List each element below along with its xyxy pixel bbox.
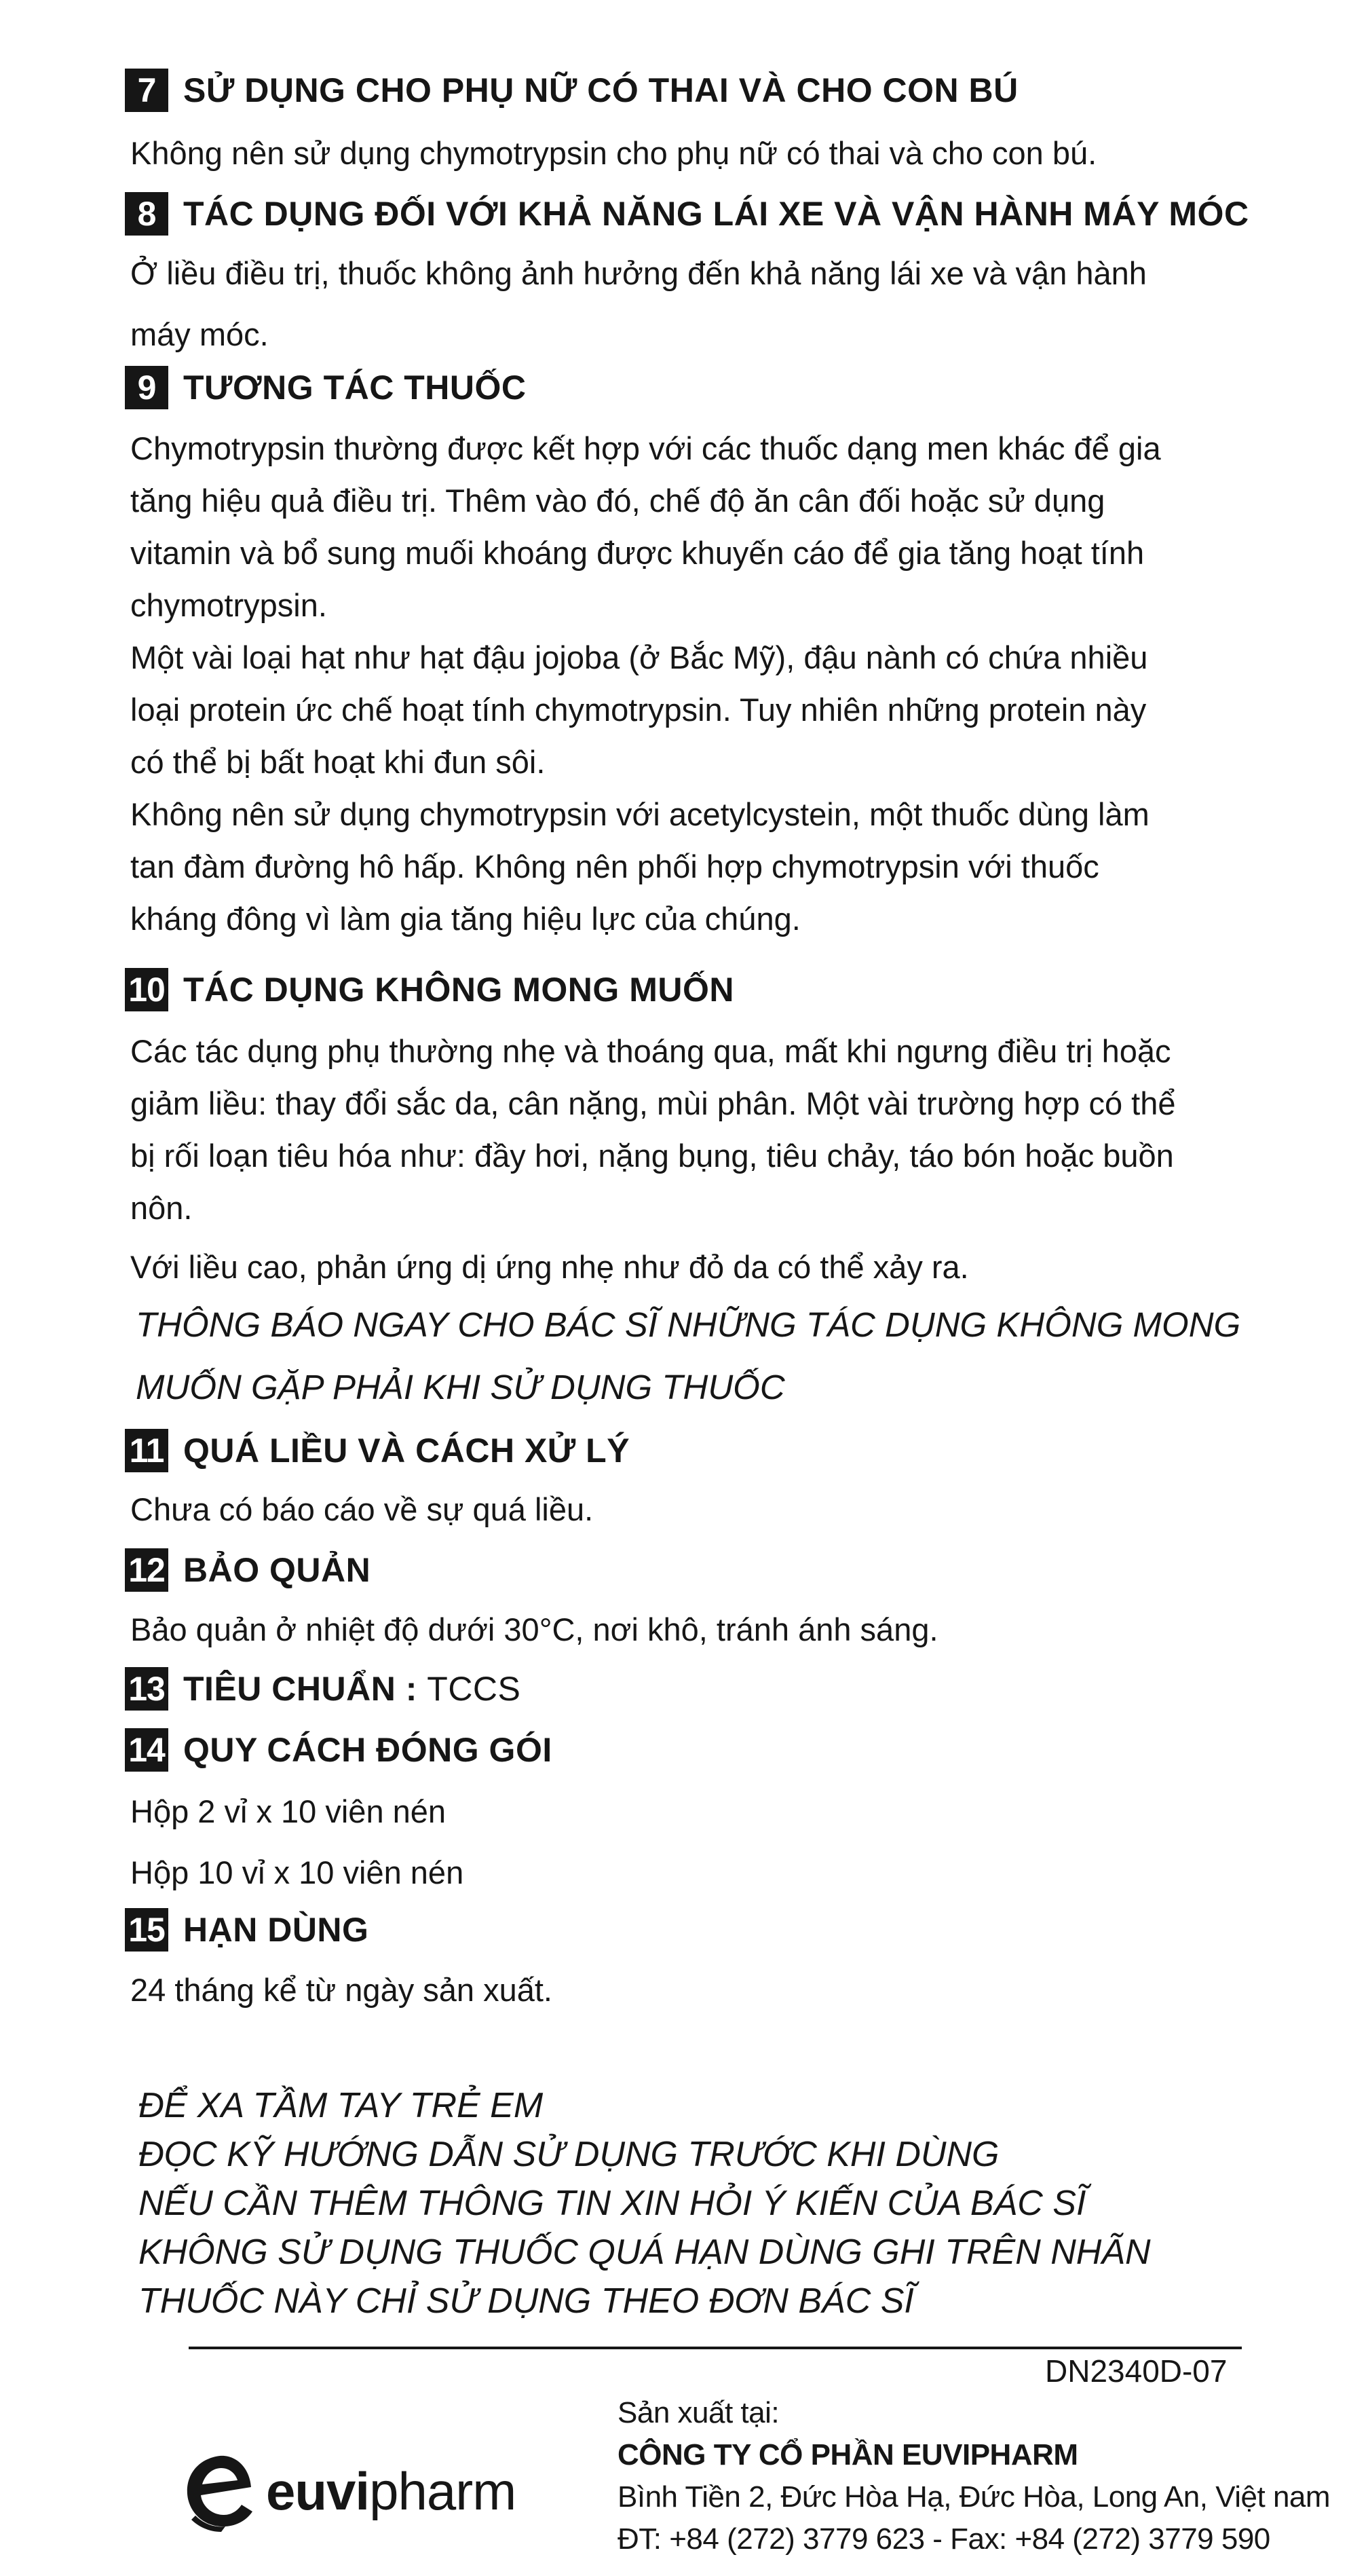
section-title: TÁC DỤNG KHÔNG MONG MUỐN bbox=[183, 971, 734, 1009]
section-number: 7 bbox=[125, 69, 168, 112]
made-at-label: Sản xuất tại: bbox=[618, 2396, 780, 2429]
section-10-text bbox=[130, 1025, 1297, 1293]
section-13-heading bbox=[125, 1666, 520, 1711]
text-line: Ở liều điều trị, thuốc không ảnh hưởng đến khả năng lái xe và vận hành bbox=[130, 255, 1147, 291]
document-code: DN2340D-07 bbox=[1045, 2353, 1228, 2389]
text-line: Hộp 10 vỉ x 10 viên nén bbox=[130, 1854, 464, 1890]
section-14-heading bbox=[125, 1728, 552, 1772]
company-phone: ĐT: +84 (272) 3779 623 - Fax: +84 (272) 3779 590 bbox=[618, 2522, 1270, 2556]
section-15-text bbox=[130, 1964, 1297, 2016]
section-number: 8 bbox=[125, 192, 168, 236]
text-line: 24 tháng kể từ ngày sản xuất. bbox=[130, 1972, 552, 2008]
warning-line: ĐỂ XA TẦM TAY TRẺ EM bbox=[138, 2086, 544, 2125]
text-line: Không nên sử dụng chymotrypsin cho phụ nữ có thai và cho con bú. bbox=[130, 135, 1097, 171]
text-line: tăng hiệu quả điều trị. Thêm vào đó, chế độ ăn cân đối hoặc sử dụng bbox=[130, 483, 1105, 519]
section-title: BẢO QUẢN bbox=[183, 1551, 371, 1589]
section-8-heading bbox=[125, 191, 1249, 236]
logo-wordmark bbox=[266, 2461, 516, 2522]
text-line: Bảo quản ở nhiệt độ dưới 30°C, nơi khô, tránh ánh sáng. bbox=[130, 1611, 938, 1647]
footer-divider bbox=[189, 2347, 1242, 2349]
section-14-text bbox=[130, 1781, 1297, 1903]
text-line: Một vài loại hạt như hạt đậu jojoba (ở Bắc Mỹ), đậu nành có chứa nhiều bbox=[130, 639, 1148, 675]
text-line: Chymotrypsin thường được kết hợp với các thuốc dạng men khác để gia bbox=[130, 430, 1161, 466]
section-number: 15 bbox=[125, 1908, 168, 1952]
notice-line: MUỐN GẶP PHẢI KHI SỬ DỤNG THUỐC bbox=[136, 1368, 785, 1406]
text-line: Không nên sử dụng chymotrypsin với acetylcystein, một thuốc dùng làm bbox=[130, 796, 1150, 832]
text-line: bị rối loạn tiêu hóa như: đầy hơi, nặng bụng, tiêu chảy, táo bón hoặc buồn bbox=[130, 1138, 1174, 1174]
warning-line: THUỐC NÀY CHỈ SỬ DỤNG THEO ĐƠN BÁC SĨ bbox=[138, 2281, 914, 2321]
section-number: 9 bbox=[125, 366, 168, 409]
text-line: vitamin và bổ sung muối khoáng được khuyến cáo để gia tăng hoạt tính bbox=[130, 535, 1145, 571]
warning-line: KHÔNG SỬ DỤNG THUỐC QUÁ HẠN DÙNG GHI TRÊN NHÃN bbox=[138, 2233, 1151, 2272]
section-title: SỬ DỤNG CHO PHỤ NỮ CÓ THAI VÀ CHO CON BÚ bbox=[183, 71, 1019, 109]
section-title: TÁC DỤNG ĐỐI VỚI KHẢ NĂNG LÁI XE VÀ VẬN HÀNH MÁY MÓC bbox=[183, 195, 1249, 233]
section-number: 14 bbox=[125, 1728, 168, 1772]
euvipharm-logo bbox=[182, 2450, 516, 2532]
section-9-heading bbox=[125, 365, 526, 410]
euvipharm-e-icon bbox=[182, 2450, 256, 2532]
section-7-heading bbox=[125, 68, 1019, 113]
text-line: Chưa có báo cáo về sự quá liều. bbox=[130, 1491, 594, 1527]
logo-wordmark-bold: euvi bbox=[266, 2461, 370, 2521]
section-title: QUÁ LIỀU VÀ CÁCH XỬ LÝ bbox=[183, 1432, 630, 1470]
section-number: 12 bbox=[125, 1548, 168, 1592]
section-10-heading bbox=[125, 967, 734, 1012]
text-line: chymotrypsin. bbox=[130, 587, 327, 623]
warning-line: ĐỌC KỸ HƯỚNG DẪN SỬ DỤNG TRƯỚC KHI DÙNG bbox=[138, 2135, 1000, 2174]
section-15-heading bbox=[125, 1907, 368, 1952]
text-line: giảm liều: thay đổi sắc da, cân nặng, mùi phân. Một vài trường hợp có thể bbox=[130, 1085, 1176, 1121]
standard-label: TIÊU CHUẨN : bbox=[183, 1670, 417, 1708]
section-9-text bbox=[130, 422, 1297, 945]
notice-line: THÔNG BÁO NGAY CHO BÁC SĨ NHỮNG TÁC DỤNG KHÔNG MONG bbox=[136, 1305, 1241, 1344]
text-line: có thể bị bất hoạt khi đun sôi. bbox=[130, 744, 546, 780]
logo-wordmark-light: pharm bbox=[369, 2461, 516, 2521]
section-11-text bbox=[130, 1483, 1297, 1535]
section-12-heading bbox=[125, 1548, 370, 1592]
text-line: Với liều cao, phản ứng dị ứng nhẹ như đỏ da có thể xảy ra. bbox=[130, 1249, 969, 1285]
section-number: 13 bbox=[125, 1667, 168, 1711]
section-number: 11 bbox=[125, 1429, 168, 1472]
text-line: loại protein ức chế hoạt tính chymotrypsin. Tuy nhiên những protein này bbox=[130, 692, 1147, 728]
section-8-text bbox=[130, 243, 1297, 365]
company-address: Bình Tiền 2, Đức Hòa Hạ, Đức Hòa, Long An, Việt nam bbox=[618, 2480, 1331, 2514]
text-line: máy móc. bbox=[130, 316, 269, 352]
section-11-heading bbox=[125, 1428, 630, 1473]
section-title: QUY CÁCH ĐÓNG GÓI bbox=[183, 1731, 552, 1769]
section-title: TƯƠNG TÁC THUỐC bbox=[183, 369, 527, 407]
section-number: 10 bbox=[125, 968, 168, 1011]
section-7-text bbox=[130, 127, 1297, 179]
text-line: Các tác dụng phụ thường nhẹ và thoáng qua, mất khi ngưng điều trị hoặc bbox=[130, 1033, 1171, 1069]
text-line: tan đàm đường hô hấp. Không nên phối hợp chymotrypsin với thuốc bbox=[130, 848, 1099, 884]
warning-line: NẾU CẦN THÊM THÔNG TIN XIN HỎI Ý KIẾN CỦA BÁC SĨ bbox=[138, 2184, 1086, 2223]
company-name: CÔNG TY CỔ PHẦN EUVIPHARM bbox=[618, 2438, 1078, 2471]
manufacturer-info bbox=[618, 2392, 1330, 2560]
text-line: kháng đông vì làm gia tăng hiệu lực của chúng. bbox=[130, 901, 801, 937]
section-12-text bbox=[130, 1603, 1297, 1656]
text-line: nôn. bbox=[130, 1190, 193, 1226]
section-title: HẠN DÙNG bbox=[183, 1911, 369, 1949]
warning-block bbox=[138, 2081, 1151, 2326]
standard-value: TCCS bbox=[427, 1670, 521, 1708]
adverse-effect-notice bbox=[136, 1294, 1240, 1419]
text-line: Hộp 2 vỉ x 10 viên nén bbox=[130, 1793, 446, 1829]
section-title bbox=[183, 1669, 520, 1709]
